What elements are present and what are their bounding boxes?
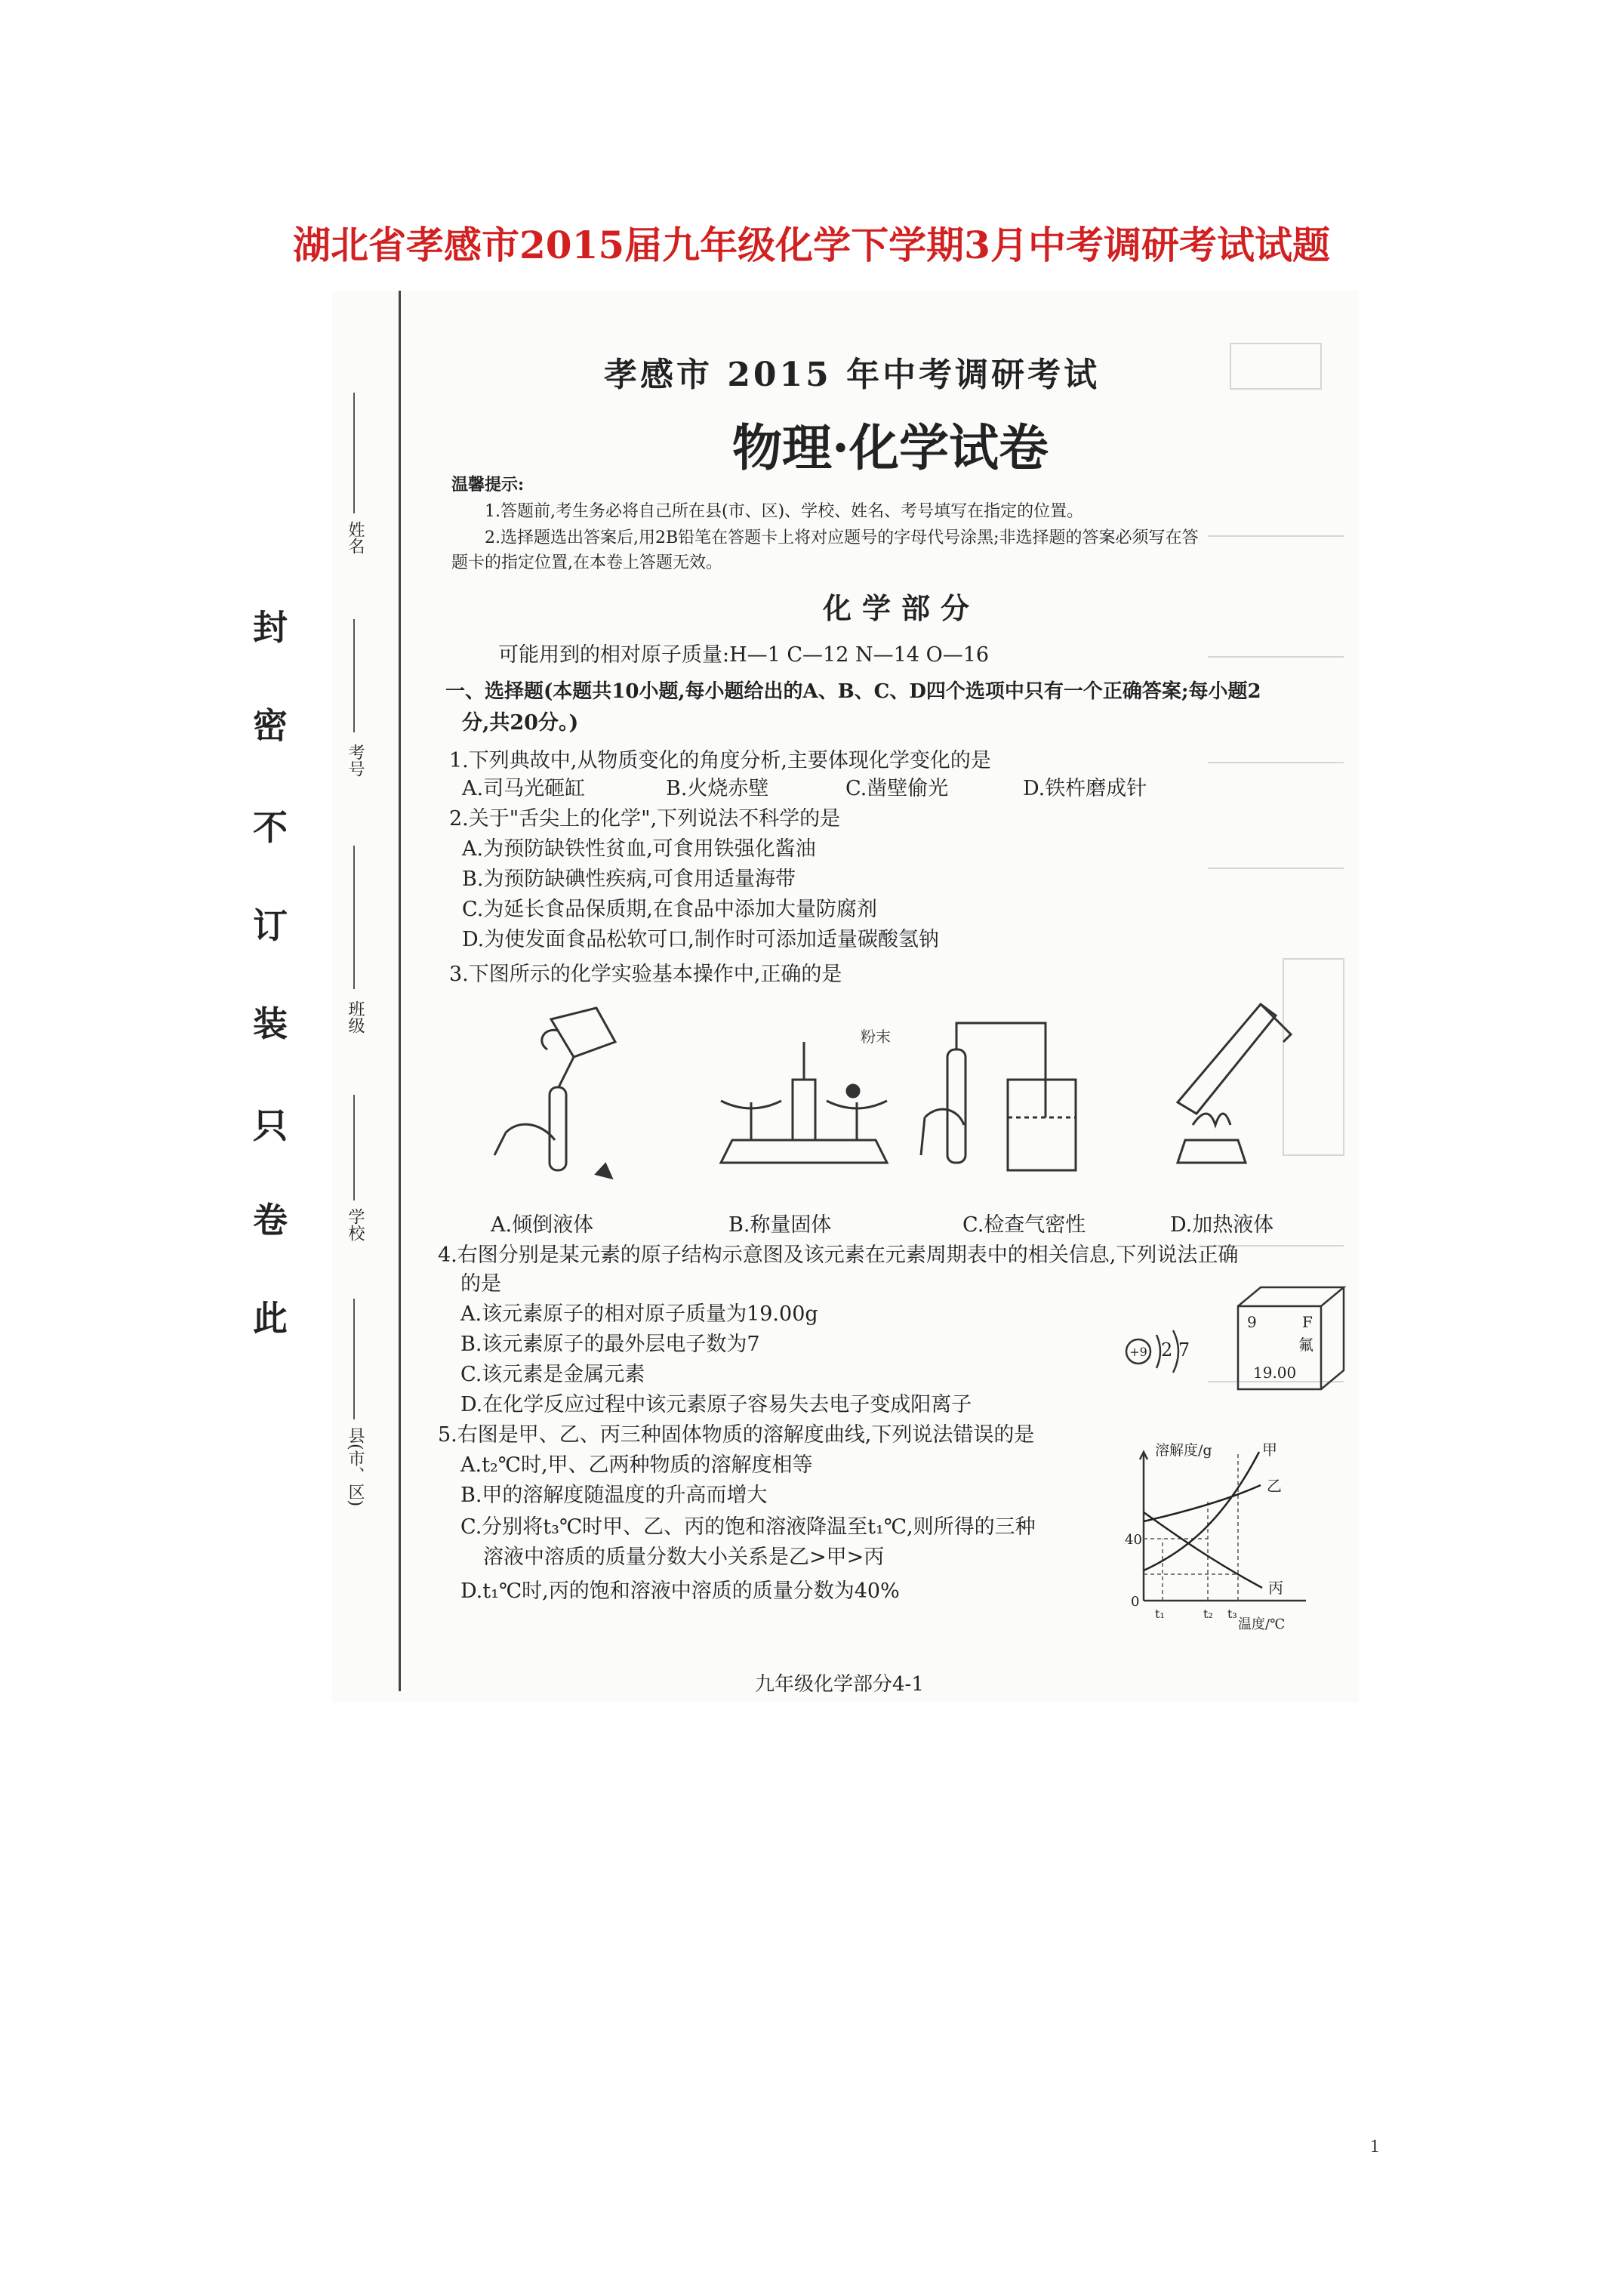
exam-subtitle: 物理·化学试卷 [732,418,1049,477]
seal-char: 密 [253,705,288,746]
part1-heading-cont: 分,共20分。) [462,711,579,735]
fig-label-b: B.称量固体 [728,1213,832,1237]
seal-char: 卷 [253,1200,288,1240]
q5-option-b: B.甲的溶解度随温度的升高而增大 [460,1484,768,1507]
q1-option-d: D.铁杵磨成针 [1023,777,1147,800]
county-label: 县(市、区) [346,1427,365,1507]
q2-option-b: B.为预防缺碘性疾病,可食用适量海带 [462,868,796,891]
chart-xlabel: 温度/℃ [1238,1616,1286,1632]
atom-shells: 2 7 [1161,1339,1190,1361]
county-line [353,1299,355,1419]
chart-x-tick-t3: t₃ [1227,1607,1237,1621]
atom-nucleus: +9 [1129,1345,1147,1359]
chart-ylabel: 溶解度/g [1155,1442,1212,1459]
seal-char: 不 [253,807,288,848]
series-label-jia: 甲 [1262,1441,1277,1459]
seal-char: 此 [253,1298,288,1339]
part1-heading: 一、选择题(本题共10小题,每小题给出的A、B、C、D四个选项中只有一个正确答案;每小题2 [445,680,1261,703]
fig-label-a: A.倾倒液体 [491,1213,594,1237]
school-label: 学校 [346,1208,365,1241]
q3-stem: 3.下图所示的化学实验基本操作中,正确的是 [449,963,842,986]
chart-x-tick-t1: t₁ [1155,1607,1165,1621]
q2-option-c: C.为延长食品保质期,在食品中添加大量防腐剂 [462,898,877,921]
fig-label-c: C.检查气密性 [962,1213,1086,1237]
tip-1: 1.答题前,考生务必将自己所在县(市、区)、学校、姓名、考号填写在指定的位置。 [485,502,1084,521]
exam-title: 孝感市 2015 年中考调研考试 [604,356,1101,394]
document-title: 湖北省孝感市2015届九年级化学下学期3月中考调研考试试题 [293,223,1330,267]
q4-stem-cont: 的是 [460,1272,501,1296]
element-name: 氟 [1298,1336,1313,1354]
q4-option-a: A.该元素原子的相对原子质量为19.00g [460,1302,818,1326]
chart-origin-label: 0 [1131,1594,1140,1610]
seal-char: 装 [253,1003,288,1044]
q5-option-d: D.t₁℃时,丙的饱和溶液中溶质的质量分数为40% [460,1579,900,1603]
q1-option-c: C.凿壁偷光 [845,777,949,800]
element-symbol: F [1302,1313,1313,1331]
name-label: 姓名 [346,521,365,554]
class-label: 班级 [346,1000,365,1034]
seal-char: 封 [253,607,288,648]
series-label-bing: 丙 [1268,1579,1283,1597]
exam-no-label: 考号 [346,744,365,777]
q5-option-c-cont: 溶液中溶质的质量分数大小关系是乙>甲>丙 [483,1546,885,1569]
school-line [353,1095,355,1200]
q4-option-c: C.该元素是金属元素 [460,1363,645,1386]
balance-note: 粉末 [861,1028,891,1046]
series-label-yi: 乙 [1267,1477,1282,1495]
q2-option-d: D.为使发面食品松软可口,制作时可添加适量碳酸氢钠 [462,928,939,951]
q5-stem: 5.右图是甲、乙、丙三种固体物质的溶解度曲线,下列说法错误的是 [438,1423,1035,1447]
class-line [353,846,355,989]
q4-option-b: B.该元素原子的最外层电子数为7 [460,1333,760,1356]
tip-2: 2.选择题选出答案后,用2B铅笔在答题卡上将对应题号的字母代号涂黑;非选择题的答案必须写在答 [485,529,1199,547]
tip-2-cont: 题卡的指定位置,在本卷上答题无效。 [451,553,722,572]
gas-tightness-figure [917,1004,1091,1185]
page-footer: 九年级化学部分4-1 [755,1673,924,1696]
chart-x-tick-t2: t₂ [1203,1607,1213,1621]
q4-stem: 4.右图分别是某元素的原子结构示意图及该元素在元素周期表中的相关信息,下列说法正确 [438,1244,1239,1267]
q1-option-b: B.火烧赤壁 [666,777,769,800]
page-number: 1 [1370,2137,1379,2156]
element-mass: 19.00 [1253,1364,1297,1382]
fig-label-d: D.加热液体 [1170,1213,1274,1237]
exam-no-line [353,619,355,732]
q5-option-c: C.分别将t₃℃时甲、乙、丙的饱和溶液降温至t₁℃,则所得的三种 [460,1515,1036,1539]
chart-y-tick-40: 40 [1125,1532,1142,1548]
atomic-masses: 可能用到的相对原子质量:H—1 C—12 N—14 O—16 [498,643,990,667]
pouring-liquid-figure [483,997,664,1193]
seal-char: 订 [253,905,288,946]
element-number: 9 [1247,1313,1257,1331]
q4-option-d: D.在化学反应过程中该元素原子容易失去电子变成阳离子 [460,1393,972,1416]
binding-line [399,291,401,1691]
name-line [353,393,355,513]
q2-stem: 2.关于"舌尖上的化学",下列说法不科学的是 [449,807,841,831]
tips-heading: 温馨提示: [451,475,525,495]
seal-char: 只 [253,1105,288,1146]
balance-figure [706,1012,902,1178]
q2-option-a: A.为预防缺铁性贫血,可食用铁强化酱油 [462,837,816,861]
q1-stem: 1.下列典故中,从物质变化的角度分析,主要体现化学变化的是 [449,749,991,772]
q5-option-a: A.t₂℃时,甲、乙两种物质的溶解度相等 [460,1453,813,1477]
bleed-through-artifact [1200,340,1347,1563]
q1-option-a: A.司马光砸缸 [462,777,586,800]
section-title: 化学部分 [823,591,981,625]
